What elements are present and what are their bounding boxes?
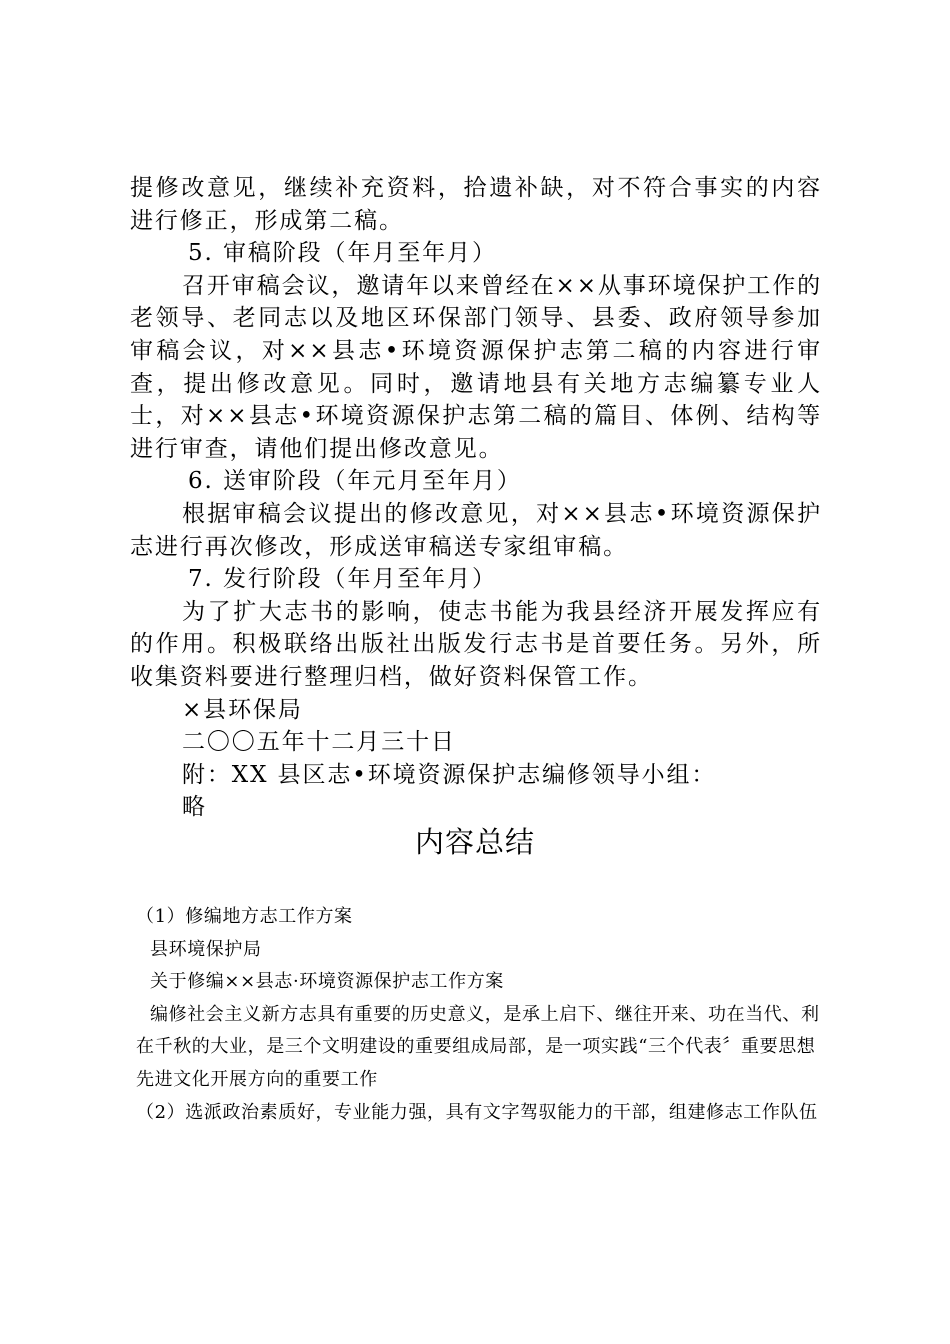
summary-item: （1）修编地方志工作方案	[136, 906, 353, 927]
summary-item: 县环境保护局	[150, 938, 262, 960]
summary-item: （2）选派政治素质好，专业能力强，具有文字驾驭能力的干部，组建修志工作队伍	[136, 1101, 818, 1123]
paragraph-continuation: 提修改意见，继续补充资料，拾遗补缺，对不符合事实的内容进行修正，形成第二稿。	[130, 175, 822, 234]
paragraph-publication: 为了扩大志书的影响，使志书能为我县经济开展发挥应有的作用。积极联络出版社出版发行志书是首要任务。另外，所收集资料要进行整理归档，做好资料保管工作。	[130, 598, 822, 690]
issuer-name: ×县环保局	[182, 696, 303, 723]
issue-date: 二〇〇五年十二月三十日	[182, 729, 456, 756]
summary-title: 内容总结	[414, 825, 535, 859]
appendix-line: 附：XX 县区志•环境资源保护志编修领导小组：	[182, 761, 717, 788]
paragraph-review-meeting: 召开审稿会议，邀请年以来曾经在××从事环境保护工作的老领导、老同志以及地区环保部门领导、县委、政府领导参加审稿会议，对××县志•环境资源保护志第二稿的内容进行审查，提出修改意见。同时，邀请地县有关地方志编纂专业人士，对××县志•环境资源保护志第二稿的篇目、体例、结构等进行审查，请他们提出修改意见。	[130, 272, 822, 462]
summary-item: 编修社会主义新方志具有重要的历史意义，是承上启下、继往开来、功在当代、利在千秋的大业，是三个文明建设的重要组成局部，是一项实践“三个代表〞重要思想先进文化开展方向的重要工作	[136, 1003, 820, 1090]
appendix-omitted: 略	[182, 794, 207, 821]
paragraph-submission: 根据审稿会议提出的修改意见，对××县志•环境资源保护志进行再次修改，形成送审稿送专家组审稿。	[130, 500, 822, 560]
document-body	[130, 172, 822, 824]
stage-heading-publication: 7. 发行阶段（年月至年月）	[188, 566, 497, 593]
summary-body	[136, 901, 828, 1129]
summary-item: 关于修编××县志·环境资源保护志工作方案	[150, 971, 504, 993]
stage-heading-review: 5. 审稿阶段（年月至年月）	[188, 240, 497, 267]
stage-heading-submission: 6. 送审阶段（年元月至年月）	[188, 468, 522, 495]
